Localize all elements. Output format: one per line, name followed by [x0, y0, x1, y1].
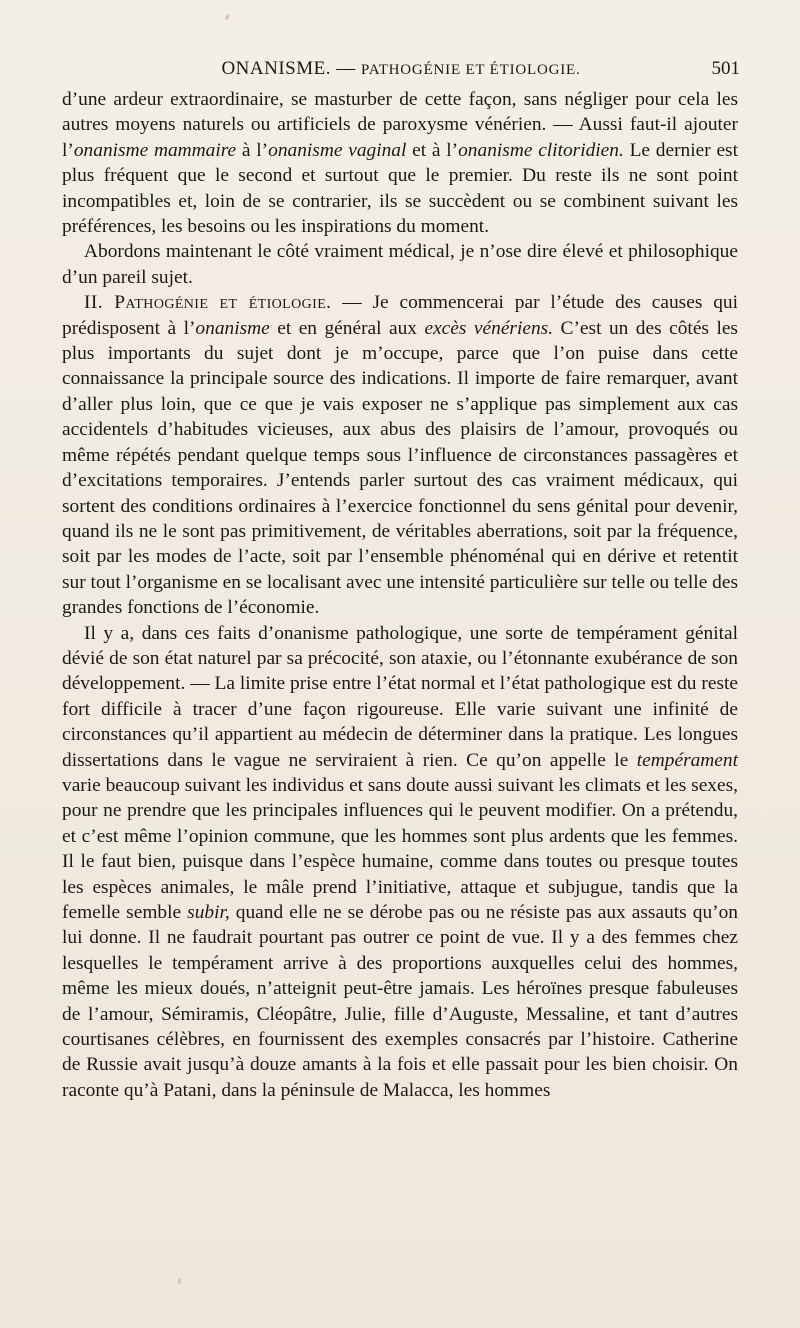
running-title-main: ONANISME. [221, 58, 331, 79]
running-title-sub: PATHOGÉNIE ET ÉTIOLOGIE. [360, 62, 581, 78]
paragraph-1 [62, 87, 738, 239]
paragraph-2: Abordons maintenant le côté vraiment médical, je n’ose dire élevé et philosophique d’un pareil sujet. [62, 241, 738, 288]
body-text [62, 87, 738, 1103]
paper-speck [225, 14, 231, 21]
paragraph-4-text-1: Il y a, dans ces faits d’onanisme pathologique, une sorte de tempérament génital dévié de son état naturel par sa précocité, son ataxie, ou l’étonnante exubérance de son développement. — La limite prise entre l’état normal et l’état pathologique est du reste fort difficile à tracer d’une façon rigoureuse. Elle varie suivant une infinité de circonstances qu’il appartient au médecin de déterminer dans la pratique. Les longues dissertations dans le vague ne serviraient à rien. Ce qu’on appelle le [62, 622, 738, 771]
paragraph-3-text-1: — Je commencerai par l’étude des causes qui prédisposent à l’ [62, 292, 738, 339]
paragraph-4-text-2: varie beaucoup suivant les individus et sans doute aussi suivant les climats et les sexes, pour ne prendre que les principales influences qui le peuvent modifier. On a prétendu, et c’est même l’opinion commune, que les hommes sont plus ardents que les femmes. Il le faut bien, puisque dans l’espèce humaine, comme dans toutes ou presque toutes les espèces animales, le mâle prend l’initiative, attaque et subjugue, tandis que la femelle semble [62, 774, 738, 923]
running-head [62, 58, 740, 84]
paragraph-3-text-2: et en général aux [269, 317, 425, 339]
paragraph-1-text-2: à l’ [236, 139, 269, 161]
paragraph-1-italic-3: onanisme clitoridien. [458, 139, 624, 161]
paragraph-1-italic-1: onanisme mammaire [73, 139, 237, 161]
paragraph-1-text-4: Le dernier est plus fréquent que le second et surtout que le premier. Du reste ils ne sont point incompatibles et, loin de se contrarier, ils se succèdent ou se combinent suivant les préférences, les besoins ou les inspirations du moment. [62, 139, 738, 238]
section-heading: II. Pathogénie et étiologie. [84, 292, 332, 314]
paragraph-4-italic-1: tempérament [636, 749, 738, 771]
page-number: 501 [711, 58, 740, 79]
paragraph-4-text-3: quand elle ne se dérobe pas ou ne résiste pas aux assauts qu’on lui donne. Il ne faudrait pourtant pas outrer ce point de vue. Il y a des femmes chez lesquelles le tempérament arrive à des proportions auxquelles celui des hommes, même les mieux doués, n’atteignit peut-être jamais. Les héroïnes presque fabuleuses de l’amour, Sémiramis, Cléopâtre, Julie, fille d’Auguste, Messaline, et tant d’autres courtisanes célèbres, en fournissent des exemples consacrés par l’histoire. Catherine de Russie avait jusqu’à douze amants à la fois et elle passait pour les bien choisir. On raconte qu’à Patani, dans la péninsule de Malacca, les hommes [62, 902, 738, 1101]
paragraph-3-text-3: C’est un des côtés les plus importants du sujet dont je m’occupe, parce que l’on puise dans cette connaissance la principale source des indications. Il importe de faire remarquer, avant d’aller plus loin, que ce que je vais exposer ne s’applique pas simplement aux cas accidentels d’habitudes vicieuses, aux abus des plaisirs de l’amour, provoqués ou même répétés pendant quelque temps sous l’influence de circonstances passagères et d’excitations temporaires. J’entends parler surtout des cas vraiment médicaux, qui sortent des conditions ordinaires à l’exercice fonctionnel du sens génital pour devenir, quand ils ne le sont pas primitivement, de véritables aberrations, soit par la fréquence, soit par les modes de l’acte, soit par l’ensemble phénoménal qui en dérive et retentit sur tout l’organisme en se localisant avec une intensité particulière sur telle ou telle des grandes fonctions de l’économie. [62, 317, 738, 619]
paragraph-1-text-1: d’une ardeur extraordinaire, se masturber de cette façon, sans négliger pour cela les autres moyens naturels ou artificiels de paroxysme vénérien. — Aussi faut-il ajouter l’ [62, 89, 738, 161]
running-title [62, 58, 740, 80]
paragraph-3 [62, 290, 738, 620]
paragraph-1-text-3: et à l’ [406, 139, 459, 161]
paragraph-3-italic-1: onanisme [195, 317, 270, 339]
paragraph-1-italic-2: onanisme vaginal [268, 139, 407, 161]
paragraph-4 [62, 621, 738, 1104]
running-title-dash: — [336, 58, 356, 79]
paragraph-3-italic-2: excès vénériens. [424, 317, 554, 339]
paragraph-4-italic-2: subir, [187, 902, 230, 923]
paper-speck [178, 1278, 181, 1284]
